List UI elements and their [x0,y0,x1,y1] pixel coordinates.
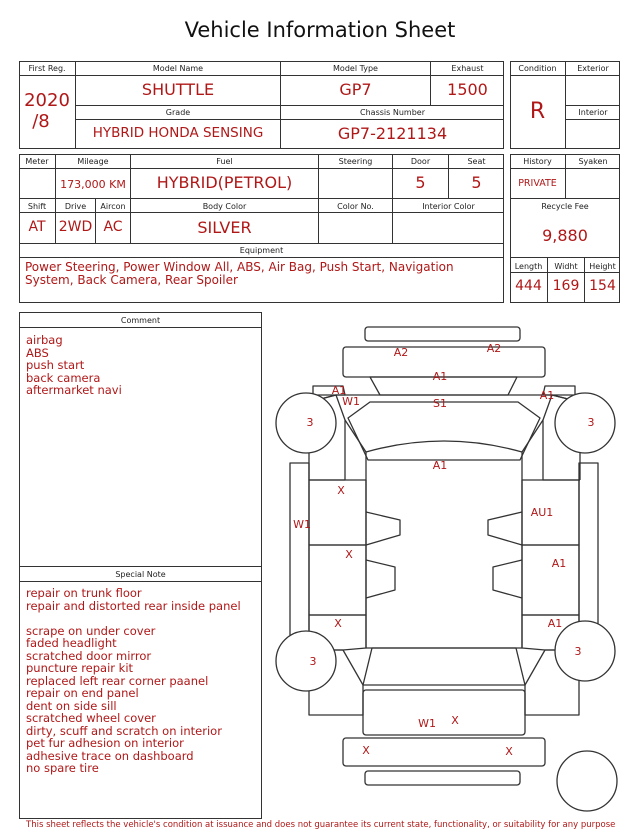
model-type-label: Model Type [333,64,378,73]
color-no-label: Color No. [337,202,374,211]
first-reg-label: First Reg. [28,64,66,73]
drive-value: 2WD [58,219,93,235]
list-item: replaced left rear corner paanel [26,673,209,688]
grade-value: HYBRID HONDA SENSING [92,125,264,141]
mark-trunk-x: X [451,714,459,727]
mark-hood: A1 [432,370,448,383]
list-item: repair on end panel [26,686,139,700]
condition-value: R [529,99,546,124]
list-item: ABS [26,345,49,360]
width-label: Widht [554,262,578,271]
right-front-tire [555,393,615,453]
tailgate [363,690,525,735]
shift-label: Shift [27,202,47,211]
exhaust-label: Exhaust [451,64,484,73]
mileage-value: 173,000 KM [60,178,126,191]
door-value: 5 [415,173,426,192]
height-value: 154 [589,278,616,294]
body-color-label: Body Color [202,202,247,211]
door-label: Door [410,157,431,166]
mark-trunk-w: W1 [418,717,436,730]
syaken-label: Syaken [578,157,608,166]
exhaust-value: 1500 [447,80,488,99]
recycle-fee-value: 9,880 [542,226,588,245]
list-item: scratched wheel cover [26,711,156,725]
steering-label: Steering [338,157,373,166]
list-item: scratched door mirror [26,648,152,663]
mark-left-rear-tire: 3 [309,655,317,668]
model-type-value: GP7 [339,80,372,99]
chassis-number-label: Chassis Number [360,108,425,117]
left-rear-door [309,545,366,615]
fuel-label: Fuel [216,157,233,166]
seat-value: 5 [471,173,482,192]
right-rear-tire [555,621,615,681]
sheet-title: Vehicle Information Sheet [184,18,456,42]
mark-rear-bumper-left: X [362,744,370,757]
windshield [348,402,540,460]
list-item: repair on trunk floor [26,586,142,600]
list-item: faded headlight [26,636,117,650]
mark-right-rear-door: A1 [551,557,567,570]
history-label: History [523,157,552,166]
chassis-number-value: GP7-2121134 [337,124,448,143]
shift-value: AT [28,219,46,235]
rear-bumper-bottom [365,771,520,785]
mark-right-front-tire: 3 [587,416,595,429]
grade-label: Grade [165,108,191,117]
mark-left-headlight: A1 [331,384,347,397]
aircon-label: Aircon [100,202,126,211]
equipment-label: Equipment [239,246,284,255]
right-rear-door [522,545,579,615]
mark-left-front-door: X [337,484,345,497]
equipment-value: Power Steering, Power Window All, ABS, Air Bag, Push Start, Navigation System, Back Camera, Rear Spoiler [25,260,454,287]
list-item: puncture repair kit [26,661,134,675]
rear-window [363,648,525,685]
list-item: back camera [26,370,101,385]
mark-right-front-door: AU1 [530,506,554,519]
condition-label: Condition [518,64,557,73]
mark-left-fender: W1 [342,395,360,408]
length-value: 444 [515,278,542,294]
list-item: push start [26,358,85,372]
fuel-value: HYBRID(PETROL) [156,173,293,192]
body-color-value: SILVER [197,218,252,237]
mark-rear-bumper-right: X [505,745,513,758]
rear-bumper [343,738,545,766]
list-item: airbag [26,333,63,347]
spare-tire [557,751,617,811]
mileage-label: Mileage [77,157,109,166]
interior-label: Interior [578,108,608,117]
list-item: scrape on under cover [26,623,156,638]
roof [366,441,522,648]
list-item: aftermarket navi [26,383,122,397]
exterior-label: Exterior [577,64,609,73]
left-rear-tire [276,631,336,691]
list-item: repair and distorted rear inside panel [26,598,241,613]
meter-label: Meter [25,157,49,166]
length-label: Length [514,262,543,271]
list-item: pet fur adhesion on interior [26,736,184,750]
comment-label: Comment [120,316,161,325]
mark-windshield: S1 [433,397,447,410]
special-note-label: Special Note [115,570,166,579]
mark-left-side: W1 [293,518,311,531]
mark-front-bumper-left: A2 [393,346,409,359]
mark-left-front-tire: 3 [306,416,314,429]
height-label: Height [589,262,616,271]
first-reg-month: /8 [32,111,50,132]
aircon-value: AC [103,219,123,235]
mark-front-bumper-right: A2 [486,342,502,355]
seat-label: Seat [467,157,486,166]
list-item: dent on side sill [26,698,117,713]
history-value: PRIVATE [518,178,557,189]
front-bumper-top [365,327,520,341]
recycle-fee-label: Recycle Fee [541,202,589,211]
first-reg-year: 2020 [24,90,70,111]
mark-roof: A1 [432,459,448,472]
list-item: no spare tire [26,761,99,775]
list-item: dirty, scuff and scratch on interior [26,723,222,738]
footer-disclaimer: This sheet reflects the vehicle's condition at issuance and does not guarantee its current state, functionality, or suitability for any purpose [26,820,616,830]
mark-left-rear-quarter: X [334,617,342,630]
width-value: 169 [552,278,580,294]
mark-right-rear-quarter: A1 [547,617,563,630]
model-name-value: SHUTTLE [141,80,215,99]
interior-color-label: Interior Color [422,202,475,211]
mark-right-front-corner: A1 [539,389,555,402]
model-name-label: Model Name [152,64,204,73]
drive-label: Drive [64,202,87,211]
list-item: adhesive trace on dashboard [26,748,194,763]
mark-right-rear-tire: 3 [574,645,582,658]
mark-left-rear-door: X [345,548,353,561]
